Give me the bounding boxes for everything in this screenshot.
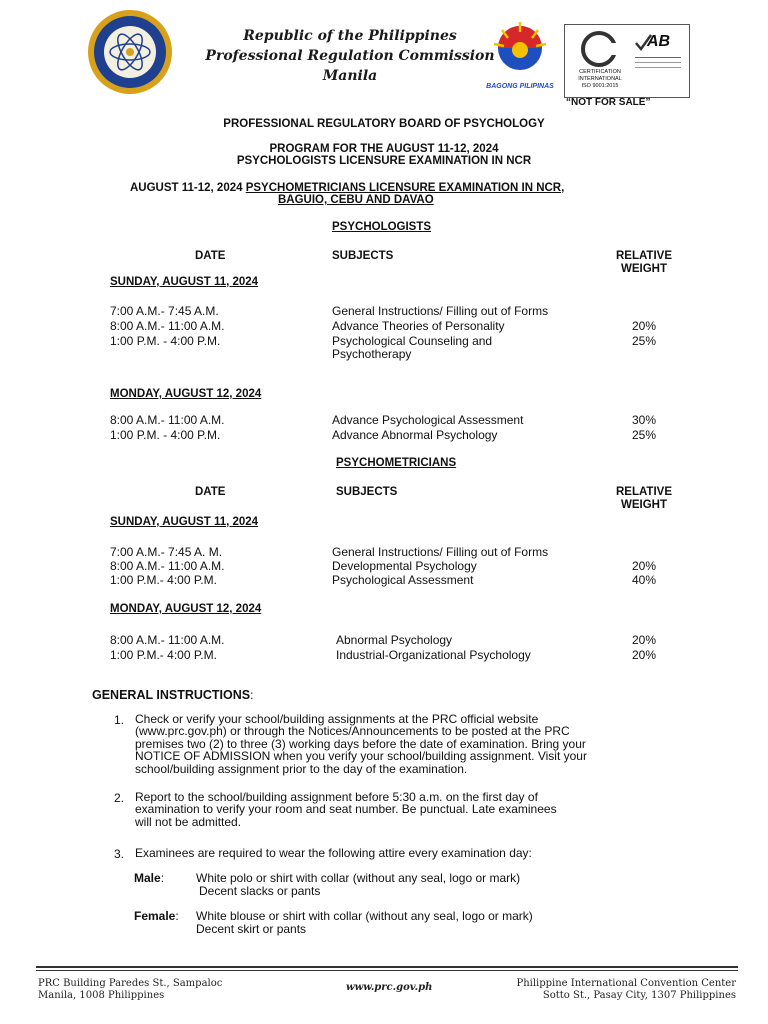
schedule-subject: Developmental Psychology [332,559,477,573]
psychometricians-day2-label: MONDAY, AUGUST 12, 2024 [110,603,262,615]
bagong-pilipinas-label: BAGONG PILIPINAS [486,83,554,90]
schedule-subject-continued: Psychotherapy [332,347,412,361]
schedule-subject: Psychological Counseling and [332,334,493,348]
footer-divider-thin [36,970,738,971]
schedule-subject: Psychological Assessment [332,573,474,587]
instruction-number: 1. [114,713,125,727]
footer-address-right [500,978,736,1002]
instruction-3-text [135,847,685,859]
psychologists-heading: PSYCHOLOGISTS [332,221,432,233]
psychometricians-exam-line1: PSYCHOMETRICIANS LICENSURE EXAMINATION IN NCR, [245,182,565,194]
col-subjects-header: SUBJECTS [332,250,394,262]
instruction-line: (www.prc.gov.ph) or through the Notices/Announcements to be posted at the PRC [135,724,570,739]
col-weight-line2: WEIGHT [621,263,667,275]
schedule-time: 8:00 A.M.- 11:00 A.M. [110,633,225,647]
cert-label-1: CERTIFICATION [579,69,621,75]
bagong-pilipinas-sun-icon [484,20,556,78]
schedule-time: 1:00 P.M.- 4:00 P.M. [110,573,217,587]
attire-male-label: Male: [134,871,165,885]
footer-left-line1: PRC Building Paredes St., Sampaloc [38,978,223,989]
male-label: Male [134,871,161,885]
footer-right-line1: Philippine International Convention Center [516,978,736,989]
footer-left-line2: Manila, 1008 Philippines [38,990,165,1001]
instruction-number: 2. [114,791,125,805]
attire-female-label: Female: [134,909,179,923]
schedule-subject: Advance Theories of Personality [332,319,505,333]
attire-male-line1: White polo or shirt with collar (without any seal, logo or mark) [196,871,521,885]
psychologists-day1-label: SUNDAY, AUGUST 11, 2024 [110,276,259,288]
col-weight-header [606,250,682,276]
prc-seal-logo [86,8,174,96]
not-for-sale-note: “NOT FOR SALE” [566,97,651,108]
certification-badges [564,24,690,98]
schedule-weight: 40% [631,573,657,587]
col-date-header: DATE [195,486,226,498]
col-weight-header [606,486,682,512]
schedule-time: 8:00 A.M.- 11:00 A.M. [110,319,225,333]
footer-website: www.prc.gov.ph [346,982,433,993]
psychometricians-exam-title [130,182,670,206]
instruction-number: 3. [114,847,125,861]
cert-label-3: ISO 9001:2015 [581,83,619,89]
instruction-2-text [135,791,685,828]
program-title-line2: PSYCHOLOGISTS LICENSURE EXAMINATION IN NCR [236,155,532,167]
col-weight-line2: WEIGHT [621,499,667,511]
schedule-time: 1:00 P.M. - 4:00 P.M. [110,334,221,348]
schedule-weight: 25% [631,334,657,348]
agency-header [200,26,500,86]
schedule-time: 1:00 P.M.- 4:00 P.M. [110,648,217,662]
general-instructions-colon: : [250,688,254,702]
schedule-subject: Advance Psychological Assessment [332,413,524,427]
schedule-weight: 20% [631,648,657,662]
schedule-weight: 25% [631,428,657,442]
cert-label-2: INTERNATIONAL [578,76,622,82]
col-weight-line1: RELATIVE [615,250,672,262]
schedule-time: 8:00 A.M.- 11:00 A.M. [110,413,225,427]
general-instructions-heading [92,686,253,704]
footer-address-left [38,978,222,1002]
instruction-line: Examinees are required to wear the following attire every examination day: [135,846,532,860]
instruction-line: Check or verify your school/building assignments at the PRC official website [135,712,539,726]
board-title: PROFESSIONAL REGULATORY BOARD OF PSYCHOLOGY [223,118,545,130]
footer-right-line2: Sotto St., Pasay City, 1307 Philippines [542,990,736,1001]
schedule-time: 8:00 A.M.- 11:00 A.M. [110,559,225,573]
schedule-subject: General Instructions/ Filling out of Forms [332,304,549,318]
attire-male-line2: Decent slacks or pants [199,884,321,898]
attire-female-line2: Decent skirt or pants [196,922,307,936]
instruction-1-text [135,713,685,775]
psychologists-day2-label: MONDAY, AUGUST 12, 2024 [110,388,262,400]
program-title-line1: PROGRAM FOR THE AUGUST 11-12, 2024 [269,143,499,155]
attire-female-line1: White blouse or shirt with collar (without any seal, logo or mark) [196,909,533,923]
certification-ring-icon [571,29,627,69]
schedule-subject: Abnormal Psychology [336,633,453,647]
instruction-line: Report to the school/building assignment before 5:30 a.m. on the first day of [135,790,538,804]
bagong-pilipinas-logo [484,20,556,92]
header-commission: Professional Regulation Commission [205,48,495,64]
schedule-time: 7:00 A.M.- 7:45 A.M. [110,304,219,318]
instruction-line: premises two (2) to three (3) working days before the date of examination. Bring your [135,736,586,751]
cert-ab-mark: AB [647,33,671,50]
instruction-line: will not be admitted. [135,814,242,829]
psychometricians-exam-line2: BAGUIO, CEBU AND DAVAO [278,194,434,206]
col-subjects-header: SUBJECTS [336,486,398,498]
col-date-header: DATE [195,250,226,262]
header-republic: Republic of the Philippines [243,28,457,44]
instruction-line: NOTICE OF ADMISSION when you verify your school/building assignment. Visit your [135,749,587,764]
schedule-subject: Industrial-Organizational Psychology [336,648,531,662]
schedule-time: 7:00 A.M.- 7:45 A. M. [110,545,223,559]
col-weight-line1: RELATIVE [615,486,672,498]
psychometricians-day1-label: SUNDAY, AUGUST 11, 2024 [110,516,259,528]
instruction-line: examination to verify your room and seat number. Be punctual. Late examinees [135,802,557,817]
schedule-weight: 30% [631,413,657,427]
schedule-subject: Advance Abnormal Psychology [332,428,498,442]
schedule-subject: General Instructions/ Filling out of Forms [332,545,549,559]
psychometricians-heading: PSYCHOMETRICIANS [336,457,457,469]
general-instructions-title: GENERAL INSTRUCTIONS [92,688,251,702]
schedule-time: 1:00 P.M. - 4:00 P.M. [110,428,221,442]
header-city: Manila [322,68,378,84]
female-label: Female [134,909,176,923]
schedule-weight: 20% [631,319,657,333]
instruction-line: school/building assignment prior to the day of the examination. [135,761,468,776]
psychometricians-exam-date: AUGUST 11-12, 2024 [130,182,246,194]
schedule-weight: 20% [631,633,657,647]
footer-divider [36,966,738,968]
schedule-weight: 20% [631,559,657,573]
